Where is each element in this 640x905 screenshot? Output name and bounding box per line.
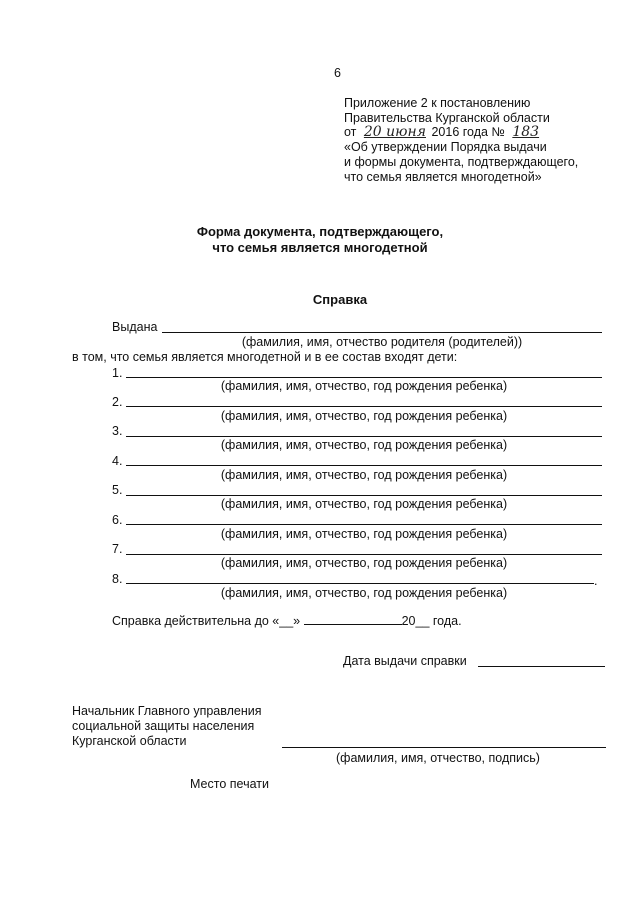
form-title-line-2: что семья является многодетной	[212, 240, 428, 255]
page-number: 6	[334, 66, 341, 80]
signatory-line-2: социальной защиты населения	[72, 719, 255, 733]
child-field[interactable]	[126, 495, 602, 496]
child-number: 4.	[112, 454, 123, 468]
child-number: 6.	[112, 513, 123, 527]
stamp-place-label: Место печати	[190, 777, 269, 791]
validity-month-field[interactable]	[304, 614, 402, 625]
child-field[interactable]	[126, 583, 594, 584]
validity-day-blank[interactable]: __	[279, 614, 294, 628]
child-number: 8.	[112, 572, 123, 586]
child-caption: (фамилия, имя, отчество, год рождения ребенка)	[220, 438, 508, 452]
document-title: Справка	[312, 292, 368, 307]
child-field[interactable]	[126, 377, 602, 378]
child-number: 7.	[112, 542, 123, 556]
issue-date-label: Дата выдачи справки	[343, 654, 467, 668]
form-title-line-1: Форма документа, подтверждающего,	[196, 224, 444, 239]
validity-suffix: года.	[429, 614, 462, 628]
annex-date-prefix: от	[344, 125, 357, 139]
annex-date-line	[344, 124, 539, 140]
child-field[interactable]	[126, 436, 602, 437]
annex-line-1: Приложение 2 к постановлению	[344, 96, 531, 110]
validity-year-blank[interactable]: __	[415, 614, 430, 628]
annex-line-6: что семья является многодетной»	[344, 170, 542, 184]
validity-prefix: Справка действительна до «	[112, 614, 280, 628]
signatory-line-1: Начальник Главного управления	[72, 704, 262, 718]
issued-label: Выдана	[112, 320, 158, 334]
child-caption: (фамилия, имя, отчество, год рождения ребенка)	[220, 379, 508, 393]
annex-line-2: Правительства Курганской области	[344, 111, 550, 125]
child-number: 5.	[112, 483, 123, 497]
validity-year-prefix: 20	[401, 614, 416, 628]
child-field[interactable]	[126, 465, 602, 466]
child-caption: (фамилия, имя, отчество, год рождения ребенка)	[220, 497, 508, 511]
signature-caption: (фамилия, имя, отчество, подпись)	[336, 751, 540, 765]
child-caption: (фамилия, имя, отчество, год рождения ребенка)	[220, 586, 508, 600]
child-number: 1.	[112, 366, 123, 380]
child-caption: (фамилия, имя, отчество, год рождения ребенка)	[220, 556, 508, 570]
child-number: 3.	[112, 424, 123, 438]
child-caption: (фамилия, имя, отчество, год рождения ребенка)	[220, 468, 508, 482]
child-caption: (фамилия, имя, отчество, год рождения ребенка)	[220, 527, 508, 541]
handwritten-number: 183	[512, 124, 540, 140]
item-8-period: .	[594, 574, 598, 588]
child-field[interactable]	[126, 524, 602, 525]
signature-field[interactable]	[282, 747, 606, 748]
handwritten-date: 20 июня	[363, 124, 426, 140]
signatory-line-3: Курганской области	[72, 734, 187, 748]
child-field[interactable]	[126, 554, 602, 555]
child-caption: (фамилия, имя, отчество, год рождения ребенка)	[220, 409, 508, 423]
intro-text: в том, что семья является многодетной и в ее состав входят дети:	[72, 350, 458, 364]
child-number: 2.	[112, 395, 123, 409]
annex-date-year: 2016 года №	[431, 125, 505, 139]
validity-line	[112, 614, 462, 628]
issued-to-field[interactable]	[162, 332, 602, 333]
annex-line-4: «Об утверждении Порядка выдачи	[344, 140, 547, 154]
parent-caption: (фамилия, имя, отчество родителя (родителей))	[241, 335, 523, 349]
validity-close-quote: »	[293, 614, 301, 628]
annex-line-5: и формы документа, подтверждающего,	[344, 155, 579, 169]
child-field[interactable]	[126, 406, 602, 407]
issue-date-field[interactable]	[478, 666, 605, 667]
